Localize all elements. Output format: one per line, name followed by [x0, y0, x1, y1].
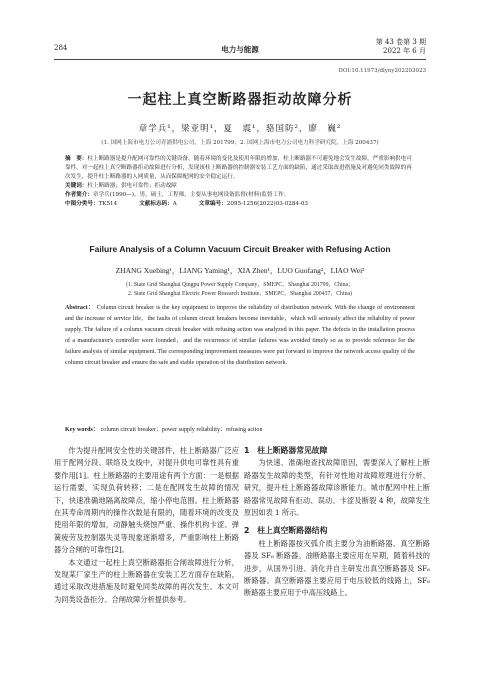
english-abstract: [65, 303, 415, 369]
chinese-affiliations: (1. 国网上海市电力公司青浦供电公司，上海 201799；2. 国网上海市电力公司电力科学研究院，上海 200437): [101, 140, 379, 146]
running-header: [54, 30, 426, 62]
article-no-value: 2095-1256(2022)03-0284-03: [226, 201, 308, 207]
keywords-label: 关键词：: [65, 183, 88, 189]
intro-paragraph-2: 本文通过一起柱上真空断路器拒合闸故障进行分析，发现某厂家生产的柱上断路器在安装工艺方面存在缺陷，通过采取改进措施及时避免同类故障的再次发生。本文可为同类设备拒分、合闸故障分析提供参考。: [54, 557, 239, 604]
clc-number: [65, 200, 117, 209]
doi: DOI:10.11973/dlyny202203023: [338, 68, 426, 74]
english-keywords-label: Key words：: [65, 427, 100, 433]
volume-issue: [376, 38, 426, 56]
issue-date: 2022 年 6 月: [383, 47, 426, 55]
chinese-keywords: [65, 182, 415, 191]
abstract-text: 柱上断路器是提升配网可靠性的关键设备，随着环境的变化及使用年限的增加，柱上断路器不可避免地会发生故障，严重影响供电可靠性。对一起柱上真空断路器拒动故障进行分析，发现该柱上断路器的控制器安装工艺方面的缺陷，通过采取改进措施及对避免同类故障的再次发生，提升柱上断路器的人网质量，从而保障配网的安全稳定运行。: [65, 156, 412, 180]
body-left-column: [54, 445, 239, 606]
doc-code-label: 文献标志码：: [139, 201, 173, 207]
english-affiliation-1: (1. State Grid Shanghai Qingpu Power Supply Company，SMEPC，Shanghai 201799，China；: [126, 282, 354, 288]
english-keywords-text: column circuit breaker；power supply reliability；refusing action: [100, 427, 263, 433]
english-title: Failure Analysis of a Column Vacuum Circuit Breaker with Refusing Action: [89, 244, 391, 254]
article-no-label: 文章编号：: [198, 201, 227, 207]
abstract-label: 摘 要：: [65, 156, 88, 162]
volume-line: 第 43 卷第 3 期: [375, 38, 426, 46]
english-abstract-label: Abstract：: [65, 305, 95, 311]
header-rule: [54, 59, 426, 60]
journal-name: 电力与能源: [221, 45, 259, 54]
chinese-title: 一起柱上真空断路器拒动故障分析: [127, 92, 353, 108]
english-affiliation-2: 2. State Grid Shanghai Electric Power Research Institute，SMEPC，Shanghai 200437，China): [128, 291, 352, 297]
keywords-text: 柱上断路器；供电可靠性；拒动故障: [87, 183, 177, 189]
chinese-abstract: [65, 155, 415, 182]
doc-code-value: A: [172, 201, 177, 207]
page-number: 284: [54, 44, 68, 52]
intro-paragraph-1: 作为提升配网安全性的关键部件，柱上断路器广泛应用于配网分段、联络及支线中，对提升供电可靠性具有重要作用[1]。柱上断路器的主要用途有两个方面：一是根据运行需要，实现负荷转移；二是在配网发生故障的情况下，快速准确地隔离故障点，缩小停电范围。柱上断路器在其寿命周期内的操作次数是有限的，随着环境的改变及使用年限的增加，动静触头烧蚀严重、操作机构卡涩、弹簧疲劳及控制器失灵等现象逐渐增多，严重影响柱上断路器分合闸的可靠性[2]。: [54, 446, 239, 555]
clc-label: 中图分类号：: [65, 201, 99, 207]
section-2-body: 柱上断路器按灭弧介质主要分为油断路器、真空断路器及 SF₆ 断路器。油断路器主要应用在早期，随着科技的进步，从国外引进、消化并自主研发出真空断路器及 SF₆ 断路器。真空断路器主要应用于电压较低的线路上，SF₆ 断路器主要应用于中高压线路上。: [244, 538, 430, 598]
english-keywords: [65, 424, 415, 433]
clc-value: TK514: [98, 201, 118, 207]
author-bio: [65, 191, 415, 200]
section-2-heading: 2 柱上真空断路器结构: [244, 526, 328, 536]
document-code: [139, 200, 177, 209]
bio-text: 章学兵(1990—)，男，硕士，工程师，主要从事电网设备监督(材料)监督工作。: [92, 192, 290, 198]
chinese-abstract-block: [65, 155, 415, 209]
bio-label: 作者简介：: [65, 192, 93, 198]
section-1-heading: 1 柱上断路器常见故障: [244, 446, 328, 455]
section-1-body: 为快速、准确地查找故障原因，需要深入了解柱上断路器发生故障的类型，有针对性地对故障原理进行分析、研究，提升柱上断路器故障诊断能力。城市配网中柱上断路器常见故障有拒动、误动、卡涩及断裂 4 种，故障发生原因如表 1 所示。: [244, 458, 430, 518]
chinese-authors: 章学兵¹，梁亚明¹，夏 震¹，骆国防²，廖 巍²: [138, 124, 342, 134]
english-abstract-text: Column circuit breaker is the key equipment to improve the reliability of distribution network. With the change of environment and the increase of service life，the faults of column circuit breakers become inevitable，which will seriously affect the reliability of power supply. The failure of a column vacuum circuit breaker with refusing action was analyzed in this paper. The defects in the installation process of a manufacturer's controller were founded，and the recurrence of similar failures was avoided timely so as to provide reference for the failure analysis of similar equipment. The corresponding improvement measures were put forward to improve the network access quality of the column circuit breaker and ensure the safe and stable operation of the distribution network.: [65, 305, 415, 366]
classification-row: [65, 200, 415, 209]
english-affiliations: [0, 281, 480, 299]
english-authors: ZHANG Xuebing¹，LIANG Yaming¹，XIA Zhen¹，LUO Guofang²，LIAO Wei²: [115, 266, 365, 275]
article-number: [199, 200, 308, 209]
body-right-column: [244, 445, 430, 606]
